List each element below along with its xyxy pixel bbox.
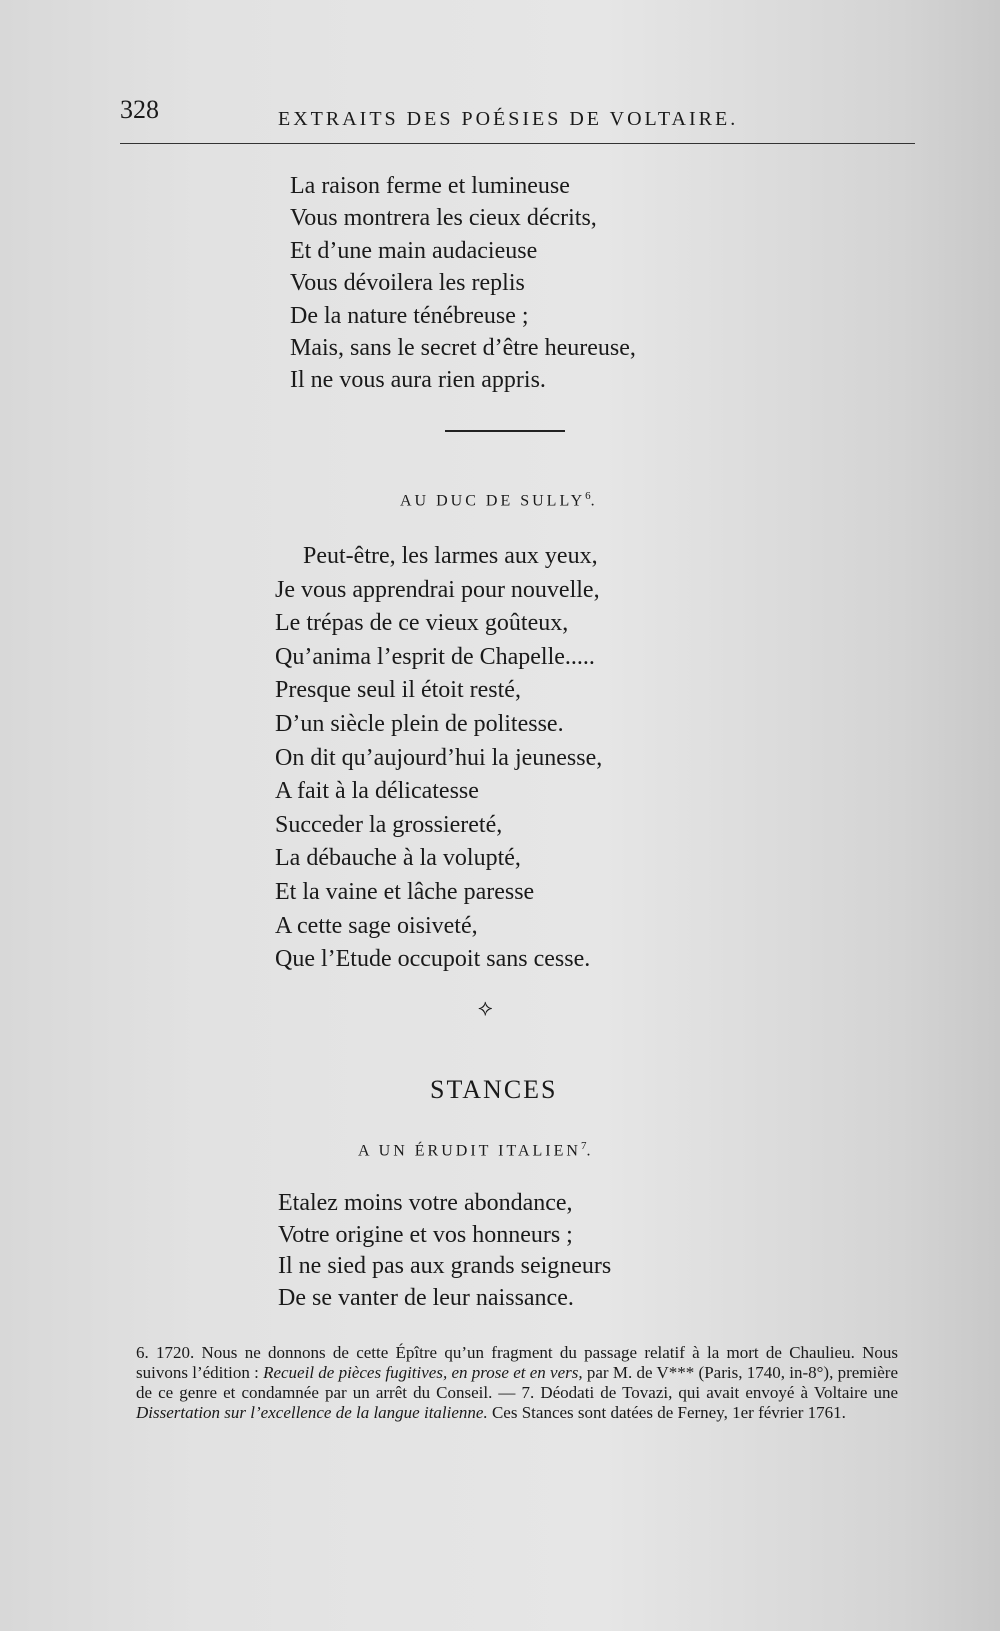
footnote-6-title: Recueil de pièces fugitives, en prose et en vers,	[263, 1363, 583, 1382]
poem-line: De se vanter de leur naissance.	[278, 1284, 574, 1311]
stances-title: STANCES	[430, 1075, 558, 1104]
poem-line: Mais, sans le secret d’être heureuse,	[290, 335, 636, 362]
footnote-6-text: 6. 1720. Nous ne donnons de cette Épître qu’un fragment du passage relatif à la mort de Chaulieu. Nous suivons l’édition :	[136, 1343, 898, 1382]
footnote-7-rest: Ces Stances sont datées de Ferney, 1er février 1761.	[487, 1403, 846, 1422]
poem-line: Il ne vous aura rien appris.	[290, 367, 546, 394]
poem-line: La raison ferme et lumineuse	[290, 173, 570, 199]
heading-period: .	[586, 1142, 594, 1160]
poem-line: Qu’anima l’esprit de Chapelle.....	[275, 643, 595, 670]
poem-line: Etalez moins votre abondance,	[278, 1190, 573, 1216]
poem-line: Vous dévoilera les replis	[290, 270, 525, 297]
footnote-ref-7: 7	[580, 1140, 587, 1152]
poem-line: La débauche à la volupté,	[275, 845, 521, 872]
poem-line: Que l’Etude occupoit sans cesse.	[275, 946, 591, 973]
poem-line: Et d’une main audacieuse	[290, 237, 538, 264]
stances-subtitle-text: A UN ÉRUDIT ITALIEN	[358, 1142, 581, 1160]
poem-line: Il ne sied pas aux grands seigneurs	[278, 1253, 612, 1279]
running-title: EXTRAITS DES POÉSIES DE VOLTAIRE.	[278, 108, 739, 130]
poem-line: Peut-être, les larmes aux yeux,	[303, 543, 598, 569]
poem-line: Je vous apprendrai pour nouvelle,	[275, 576, 600, 603]
page-number: 328	[120, 95, 159, 124]
poem-line: Votre origine et vos honneurs ;	[278, 1221, 573, 1248]
poem-line: Presque seul il étoit resté,	[275, 677, 521, 704]
poem-line: Et la vaine et lâche paresse	[275, 878, 535, 905]
poem-2-heading-text: AU DUC DE SULLY	[400, 492, 586, 510]
poem-line: Succeder la grossiereté,	[275, 811, 503, 838]
section-separator	[445, 430, 565, 432]
poem-line: De la nature ténébreuse ;	[290, 302, 529, 329]
poem-2-stanza	[275, 540, 602, 977]
footnote-text	[88, 1343, 898, 1423]
footnote-ref-6: 6	[585, 490, 591, 502]
stances-stanza	[278, 1188, 611, 1314]
poem-2-heading	[400, 490, 598, 510]
ornament-glyph: ⟡	[478, 995, 493, 1020]
footnotes	[88, 1343, 898, 1423]
poem-line: D’un siècle plein de politesse.	[275, 710, 564, 737]
poem-line: Vous montrera les cieux décrits,	[290, 205, 597, 232]
footnote-7-title: Dissertation sur l’excellence de la langue italienne.	[136, 1403, 488, 1422]
heading-period: .	[590, 492, 598, 510]
footnote-6-rest: par M. de V*** (Paris, 1740, in-8°), première de ce genre et condamnée par un arrêt du Conseil. —	[136, 1363, 898, 1402]
stances-subtitle	[358, 1140, 593, 1160]
poem-line: A fait à la délicatesse	[275, 778, 479, 805]
poem-line: On dit qu’aujourd’hui la jeunesse,	[275, 744, 603, 771]
poem-line: Le trépas de ce vieux goûteux,	[275, 610, 569, 637]
poem-1-stanza	[290, 170, 636, 397]
poem-line: A cette sage oisiveté,	[275, 912, 478, 939]
header-rule	[120, 143, 915, 144]
footnote-7-text: 7. Déodati de Tovazi, qui avait envoyé à Voltaire une	[521, 1383, 898, 1402]
